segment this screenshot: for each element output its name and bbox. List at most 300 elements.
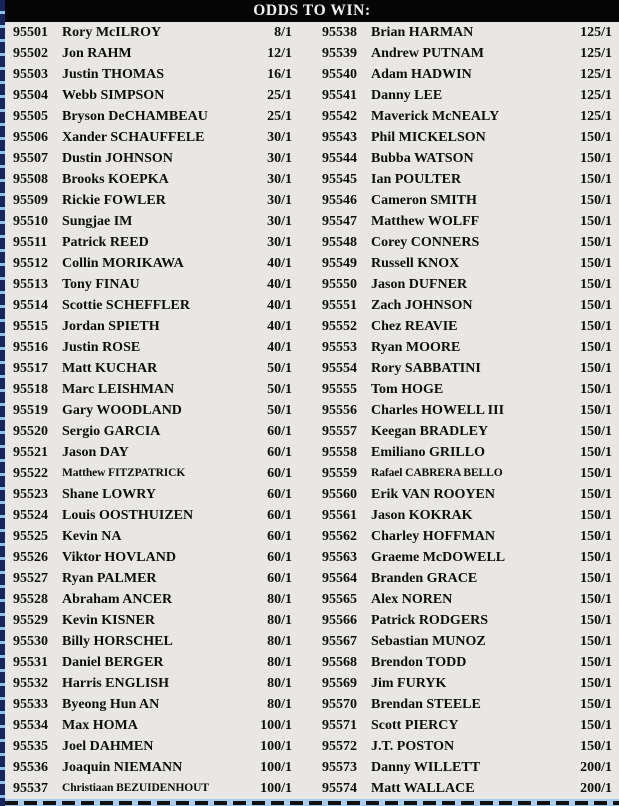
- table-row: [310, 442, 619, 463]
- player-name: Bryson DeCHAMBEAU: [62, 109, 208, 124]
- odds-value: 40/1: [267, 256, 292, 271]
- odds-value: 125/1: [580, 67, 612, 82]
- table-row: [5, 484, 310, 505]
- player-name: Kevin NA: [62, 529, 122, 544]
- table-row: [5, 190, 310, 211]
- table-row: [310, 85, 619, 106]
- player-name: Charles HOWELL III: [371, 403, 505, 418]
- table-row: [5, 274, 310, 295]
- table-row: [5, 505, 310, 526]
- player-name: Brian HARMAN: [371, 25, 474, 40]
- player-name: Dustin JOHNSON: [62, 151, 173, 166]
- odds-value: 30/1: [267, 235, 292, 250]
- bet-number: 95555: [322, 382, 357, 397]
- odds-value: 150/1: [580, 466, 612, 481]
- table-row: [310, 589, 619, 610]
- bet-number: 95507: [13, 151, 48, 166]
- odds-value: 60/1: [267, 571, 292, 586]
- odds-value: 30/1: [267, 214, 292, 229]
- player-name: Jim FURYK: [371, 676, 447, 691]
- sheet-title: ODDS TO WIN:: [253, 2, 371, 19]
- table-row: [5, 631, 310, 652]
- bet-number: 95511: [13, 235, 48, 250]
- player-name: Branden GRACE: [371, 571, 478, 586]
- player-name: Charley HOFFMAN: [371, 529, 496, 544]
- bet-number: 95567: [322, 634, 357, 649]
- bet-number: 95557: [322, 424, 357, 439]
- bet-number: 95523: [13, 487, 48, 502]
- table-row: [5, 442, 310, 463]
- player-name: Danny WILLETT: [371, 760, 481, 775]
- odds-value: 150/1: [580, 550, 612, 565]
- bet-number: 95513: [13, 277, 48, 292]
- table-row: [5, 715, 310, 736]
- table-row: [310, 211, 619, 232]
- bet-number: 95562: [322, 529, 357, 544]
- player-name: Billy HORSCHEL: [62, 634, 173, 649]
- bet-number: 95529: [13, 613, 48, 628]
- bet-number: 95504: [13, 88, 48, 103]
- odds-value: 60/1: [267, 529, 292, 544]
- table-row: [310, 22, 619, 43]
- player-name: Collin MORIKAWA: [62, 256, 184, 271]
- bet-number: 95516: [13, 340, 48, 355]
- bet-number: 95554: [322, 361, 357, 376]
- table-row: [310, 463, 619, 484]
- odds-value: 40/1: [267, 298, 292, 313]
- table-row: [5, 148, 310, 169]
- bet-number: 95560: [322, 487, 357, 502]
- bet-number: 95533: [13, 697, 48, 712]
- player-name: Tom HOGE: [371, 382, 444, 397]
- player-name: Scottie SCHEFFLER: [62, 298, 190, 313]
- bet-number: 95541: [322, 88, 357, 103]
- odds-value: 200/1: [580, 760, 612, 775]
- bet-number: 95551: [322, 298, 357, 313]
- table-row: [310, 358, 619, 379]
- player-name: Cameron SMITH: [371, 193, 477, 208]
- player-name: Patrick REED: [62, 235, 149, 250]
- odds-value: 150/1: [580, 151, 612, 166]
- odds-value: 12/1: [267, 46, 292, 61]
- odds-value: 150/1: [580, 424, 612, 439]
- odds-value: 60/1: [267, 445, 292, 460]
- odds-column-left: [5, 22, 310, 799]
- odds-table: [5, 22, 619, 799]
- player-name: Erik VAN ROOYEN: [371, 487, 495, 502]
- odds-value: 150/1: [580, 697, 612, 712]
- bet-number: 95565: [322, 592, 357, 607]
- player-name: Max HOMA: [62, 718, 138, 733]
- table-row: [5, 589, 310, 610]
- table-row: [310, 106, 619, 127]
- table-row: [310, 379, 619, 400]
- odds-value: 125/1: [580, 88, 612, 103]
- bet-number: 95564: [322, 571, 357, 586]
- table-row: [5, 379, 310, 400]
- odds-value: 50/1: [267, 361, 292, 376]
- odds-value: 150/1: [580, 214, 612, 229]
- table-row: [5, 337, 310, 358]
- table-row: [5, 169, 310, 190]
- bet-number: 95547: [322, 214, 357, 229]
- player-name: Jon RAHM: [62, 46, 132, 61]
- table-row: [310, 169, 619, 190]
- bet-number: 95556: [322, 403, 357, 418]
- odds-value: 60/1: [267, 466, 292, 481]
- bet-number: 95552: [322, 319, 357, 334]
- table-row: [310, 64, 619, 85]
- odds-value: 150/1: [580, 529, 612, 544]
- odds-value: 150/1: [580, 130, 612, 145]
- bet-number: 95508: [13, 172, 48, 187]
- table-row: [5, 778, 310, 799]
- player-name: Danny LEE: [371, 88, 443, 103]
- odds-value: 150/1: [580, 739, 612, 754]
- table-row: [5, 253, 310, 274]
- table-row: [310, 547, 619, 568]
- bet-number: 95535: [13, 739, 48, 754]
- table-row: [5, 127, 310, 148]
- table-row: [310, 568, 619, 589]
- odds-value: 150/1: [580, 193, 612, 208]
- bet-number: 95518: [13, 382, 48, 397]
- table-row: [5, 526, 310, 547]
- table-row: [310, 421, 619, 442]
- bet-number: 95517: [13, 361, 48, 376]
- table-row: [310, 232, 619, 253]
- player-name: Abraham ANCER: [62, 592, 173, 607]
- bet-number: 95521: [13, 445, 48, 460]
- table-row: [310, 757, 619, 778]
- bet-number: 95525: [13, 529, 48, 544]
- player-name: Bubba WATSON: [371, 151, 474, 166]
- table-row: [5, 736, 310, 757]
- odds-value: 30/1: [267, 130, 292, 145]
- player-name: Joaquin NIEMANN: [62, 760, 183, 775]
- player-name: Ian POULTER: [371, 172, 462, 187]
- bet-number: 95526: [13, 550, 48, 565]
- table-row: [5, 463, 310, 484]
- player-name: Kevin KISNER: [62, 613, 155, 628]
- player-name: Matthew FITZPATRICK: [62, 467, 186, 479]
- player-name: Phil MICKELSON: [371, 130, 486, 145]
- player-name: Louis OOSTHUIZEN: [62, 508, 194, 523]
- player-name: Adam HADWIN: [371, 67, 472, 82]
- player-name: Brendon TODD: [371, 655, 467, 670]
- player-name: Webb SIMPSON: [62, 88, 165, 103]
- table-row: [5, 22, 310, 43]
- player-name: Gary WOODLAND: [62, 403, 182, 418]
- odds-value: 100/1: [260, 739, 292, 754]
- player-name: Corey CONNERS: [371, 235, 480, 250]
- bet-number: 95568: [322, 655, 357, 670]
- player-name: Rickie FOWLER: [62, 193, 166, 208]
- odds-value: 150/1: [580, 319, 612, 334]
- odds-value: 30/1: [267, 151, 292, 166]
- table-row: [5, 652, 310, 673]
- table-row: [5, 211, 310, 232]
- player-name: Matt WALLACE: [371, 781, 475, 796]
- bet-number: 95559: [322, 466, 357, 481]
- player-name: Jason DAY: [62, 445, 129, 460]
- odds-value: 80/1: [267, 592, 292, 607]
- table-row: [5, 673, 310, 694]
- odds-value: 150/1: [580, 256, 612, 271]
- bet-number: 95509: [13, 193, 48, 208]
- bet-number: 95543: [322, 130, 357, 145]
- bet-number: 95572: [322, 739, 357, 754]
- table-row: [310, 526, 619, 547]
- table-row: [5, 85, 310, 106]
- table-row: [5, 64, 310, 85]
- odds-value: 150/1: [580, 172, 612, 187]
- table-row: [310, 673, 619, 694]
- table-row: [310, 337, 619, 358]
- table-row: [310, 715, 619, 736]
- bet-number: 95528: [13, 592, 48, 607]
- bet-number: 95538: [322, 25, 357, 40]
- player-name: Sungjae IM: [62, 214, 133, 229]
- player-name: Scott PIERCY: [371, 718, 459, 733]
- bet-number: 95549: [322, 256, 357, 271]
- odds-value: 150/1: [580, 445, 612, 460]
- odds-value: 60/1: [267, 550, 292, 565]
- table-row: [310, 631, 619, 652]
- bet-number: 95544: [322, 151, 357, 166]
- bet-number: 95501: [13, 25, 48, 40]
- table-row: [310, 652, 619, 673]
- player-name: Justin THOMAS: [62, 67, 165, 82]
- odds-value: 80/1: [267, 697, 292, 712]
- player-name: Brooks KOEPKA: [62, 172, 169, 187]
- bet-number: 95570: [322, 697, 357, 712]
- player-name: Matt KUCHAR: [62, 361, 158, 376]
- odds-value: 80/1: [267, 676, 292, 691]
- odds-value: 100/1: [260, 781, 292, 796]
- bet-number: 95515: [13, 319, 48, 334]
- player-name: Jordan SPIETH: [62, 319, 160, 334]
- player-name: Daniel BERGER: [62, 655, 164, 670]
- table-row: [5, 400, 310, 421]
- player-name: Patrick RODGERS: [371, 613, 489, 628]
- odds-value: 150/1: [580, 571, 612, 586]
- odds-value: 60/1: [267, 424, 292, 439]
- player-name: Rafael CABRERA BELLO: [371, 467, 503, 479]
- bet-number: 95574: [322, 781, 357, 796]
- odds-value: 150/1: [580, 613, 612, 628]
- bet-number: 95561: [322, 508, 357, 523]
- bet-number: 95563: [322, 550, 357, 565]
- table-row: [5, 421, 310, 442]
- player-name: Matthew WOLFF: [371, 214, 480, 229]
- odds-value: 150/1: [580, 340, 612, 355]
- bet-number: 95536: [13, 760, 48, 775]
- sheet-header: [5, 0, 619, 22]
- bet-number: 95524: [13, 508, 48, 523]
- odds-value: 150/1: [580, 403, 612, 418]
- bet-number: 95514: [13, 298, 48, 313]
- bet-number: 95522: [13, 466, 48, 481]
- odds-value: 80/1: [267, 613, 292, 628]
- odds-value: 80/1: [267, 655, 292, 670]
- odds-value: 150/1: [580, 508, 612, 523]
- bet-number: 95539: [322, 46, 357, 61]
- bet-number: 95573: [322, 760, 357, 775]
- player-name: Maverick McNEALY: [371, 109, 500, 124]
- player-name: Marc LEISHMAN: [62, 382, 175, 397]
- table-row: [310, 295, 619, 316]
- bet-number: 95502: [13, 46, 48, 61]
- bet-number: 95510: [13, 214, 48, 229]
- odds-value: 150/1: [580, 718, 612, 733]
- odds-value: 30/1: [267, 193, 292, 208]
- player-name: Rory McILROY: [62, 25, 162, 40]
- table-row: [5, 295, 310, 316]
- bet-number: 95503: [13, 67, 48, 82]
- table-row: [310, 274, 619, 295]
- odds-value: 50/1: [267, 403, 292, 418]
- player-name: Sebastian MUNOZ: [371, 634, 486, 649]
- table-row: [310, 694, 619, 715]
- bet-number: 95540: [322, 67, 357, 82]
- table-row: [5, 232, 310, 253]
- table-row: [5, 568, 310, 589]
- odds-value: 100/1: [260, 718, 292, 733]
- player-name: Brendan STEELE: [371, 697, 481, 712]
- left-dashed-border: [0, 0, 5, 806]
- player-name: J.T. POSTON: [371, 739, 455, 754]
- table-row: [310, 316, 619, 337]
- bet-number: 95531: [13, 655, 48, 670]
- odds-value: 150/1: [580, 382, 612, 397]
- player-name: Sergio GARCIA: [62, 424, 161, 439]
- table-row: [310, 484, 619, 505]
- bet-number: 95545: [322, 172, 357, 187]
- bet-number: 95558: [322, 445, 357, 460]
- odds-value: 40/1: [267, 319, 292, 334]
- bet-number: 95542: [322, 109, 357, 124]
- player-name: Viktor HOVLAND: [62, 550, 176, 565]
- odds-value: 150/1: [580, 655, 612, 670]
- table-row: [310, 610, 619, 631]
- table-row: [310, 400, 619, 421]
- player-name: Justin ROSE: [62, 340, 141, 355]
- bet-number: 95537: [13, 781, 48, 796]
- player-name: Andrew PUTNAM: [371, 46, 484, 61]
- bet-number: 95506: [13, 130, 48, 145]
- odds-value: 60/1: [267, 508, 292, 523]
- player-name: Jason DUFNER: [371, 277, 468, 292]
- table-row: [310, 736, 619, 757]
- bet-number: 95534: [13, 718, 48, 733]
- player-name: Joel DAHMEN: [62, 739, 154, 754]
- player-name: Russell KNOX: [371, 256, 460, 271]
- table-row: [310, 148, 619, 169]
- player-name: Christiaan BEZUIDENHOUT: [62, 782, 209, 794]
- odds-value: 50/1: [267, 382, 292, 397]
- odds-value: 25/1: [267, 88, 292, 103]
- bet-number: 95527: [13, 571, 48, 586]
- player-name: Graeme McDOWELL: [371, 550, 506, 565]
- bet-number: 95512: [13, 256, 48, 271]
- bet-number: 95519: [13, 403, 48, 418]
- odds-value: 100/1: [260, 760, 292, 775]
- table-row: [310, 190, 619, 211]
- odds-value: 16/1: [267, 67, 292, 82]
- player-name: Alex NOREN: [371, 592, 453, 607]
- player-name: Chez REAVIE: [371, 319, 458, 334]
- odds-column-right: [310, 22, 619, 799]
- table-row: [310, 778, 619, 799]
- bet-number: 95571: [322, 718, 357, 733]
- bet-number: 95520: [13, 424, 48, 439]
- odds-value: 40/1: [267, 340, 292, 355]
- table-row: [5, 316, 310, 337]
- player-name: Rory SABBATINI: [371, 361, 481, 376]
- odds-value: 125/1: [580, 25, 612, 40]
- table-row: [310, 253, 619, 274]
- odds-value: 25/1: [267, 109, 292, 124]
- table-row: [5, 547, 310, 568]
- odds-value: 8/1: [274, 25, 292, 40]
- table-row: [5, 43, 310, 64]
- odds-value: 40/1: [267, 277, 292, 292]
- odds-value: 125/1: [580, 109, 612, 124]
- odds-value: 80/1: [267, 634, 292, 649]
- bet-number: 95550: [322, 277, 357, 292]
- bet-number: 95548: [322, 235, 357, 250]
- odds-value: 60/1: [267, 487, 292, 502]
- table-row: [310, 43, 619, 64]
- odds-value: 150/1: [580, 298, 612, 313]
- table-row: [5, 694, 310, 715]
- table-row: [5, 610, 310, 631]
- odds-value: 150/1: [580, 676, 612, 691]
- player-name: Tony FINAU: [62, 277, 140, 292]
- odds-value: 150/1: [580, 277, 612, 292]
- odds-value: 150/1: [580, 592, 612, 607]
- player-name: Shane LOWRY: [62, 487, 157, 502]
- odds-value: 150/1: [580, 487, 612, 502]
- table-row: [5, 358, 310, 379]
- bet-number: 95553: [322, 340, 357, 355]
- odds-value: 30/1: [267, 172, 292, 187]
- player-name: Zach JOHNSON: [371, 298, 473, 313]
- player-name: Ryan PALMER: [62, 571, 157, 586]
- player-name: Xander SCHAUFFELE: [62, 130, 205, 145]
- table-row: [5, 106, 310, 127]
- bet-number: 95505: [13, 109, 48, 124]
- player-name: Keegan BRADLEY: [371, 424, 489, 439]
- player-name: Harris ENGLISH: [62, 676, 169, 691]
- bet-number: 95532: [13, 676, 48, 691]
- table-row: [310, 505, 619, 526]
- odds-value: 150/1: [580, 361, 612, 376]
- player-name: Ryan MOORE: [371, 340, 461, 355]
- odds-value: 125/1: [580, 46, 612, 61]
- odds-value: 150/1: [580, 235, 612, 250]
- bet-number: 95566: [322, 613, 357, 628]
- bet-number: 95530: [13, 634, 48, 649]
- bottom-dashed-border: [5, 799, 619, 806]
- odds-value: 150/1: [580, 634, 612, 649]
- table-row: [310, 127, 619, 148]
- table-row: [5, 757, 310, 778]
- odds-value: 200/1: [580, 781, 612, 796]
- bet-number: 95546: [322, 193, 357, 208]
- player-name: Jason KOKRAK: [371, 508, 473, 523]
